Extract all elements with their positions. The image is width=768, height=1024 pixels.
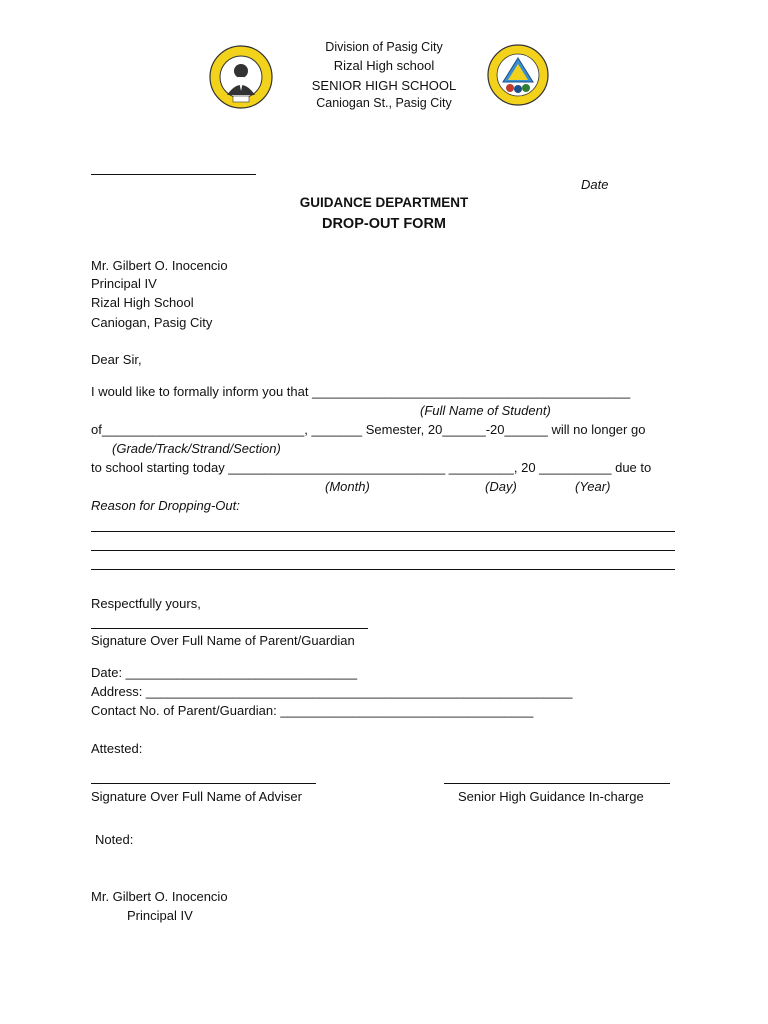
hint-full-name: (Full Name of Student) xyxy=(420,403,551,418)
hint-grade-track: (Grade/Track/Strand/Section) xyxy=(112,441,281,456)
parent-signature-label: Signature Over Full Name of Parent/Guardian xyxy=(91,633,355,648)
header-address: Caniogan St., Pasig City xyxy=(316,96,452,110)
addressee-school: Rizal High School xyxy=(91,295,194,310)
parent-signature-line xyxy=(91,628,368,629)
date-line xyxy=(91,174,256,175)
guidance-incharge-label: Senior High Guidance In-charge xyxy=(458,789,644,804)
guidance-signature-line xyxy=(444,783,670,784)
principal-title: Principal IV xyxy=(127,908,193,923)
adviser-signature-label: Signature Over Full Name of Adviser xyxy=(91,789,302,804)
hint-day: (Day) xyxy=(485,479,517,494)
salutation: Dear Sir, xyxy=(91,352,142,367)
addressee-address: Caniogan, Pasig City xyxy=(91,315,213,330)
closing: Respectfully yours, xyxy=(91,596,201,611)
date-label: Date xyxy=(581,177,609,192)
header-level: SENIOR HIGH SCHOOL xyxy=(311,78,457,93)
department-title: GUIDANCE DEPARTMENT xyxy=(299,195,469,210)
rizal-high-school-seal xyxy=(209,45,273,109)
division-of-pasig-city-seal xyxy=(487,44,549,106)
header-school: Rizal High school xyxy=(333,58,435,73)
reason-line xyxy=(91,531,675,532)
date-field: Date: ________________________________ xyxy=(91,665,358,680)
addressee-name: Mr. Gilbert O. Inocencio xyxy=(91,258,228,273)
noted-label: Noted: xyxy=(95,832,134,847)
body-line-3: to school starting today ______________________________ _________, 20 __________ due to xyxy=(91,460,652,475)
address-field: Address: ___________________________________________________________ xyxy=(91,684,573,699)
reason-label: Reason for Dropping-Out: xyxy=(91,498,240,513)
principal-name: Mr. Gilbert O. Inocencio xyxy=(91,889,228,904)
reason-line xyxy=(91,550,675,551)
form-title: DROP-OUT FORM xyxy=(321,216,447,232)
adviser-signature-line xyxy=(91,783,316,784)
addressee-position: Principal IV xyxy=(91,276,157,291)
attested-label: Attested: xyxy=(91,741,143,756)
reason-line xyxy=(91,569,675,570)
hint-month: (Month) xyxy=(325,479,370,494)
hint-year: (Year) xyxy=(575,479,611,494)
header-division: Division of Pasig City xyxy=(325,40,443,54)
body-line-1: I would like to formally inform you that ____________________________________________ xyxy=(91,384,631,399)
body-line-2: of____________________________, _______ Semester, 20______-20______ will no longer go xyxy=(91,422,646,437)
contact-field: Contact No. of Parent/Guardian: ___________________________________ xyxy=(91,703,534,718)
